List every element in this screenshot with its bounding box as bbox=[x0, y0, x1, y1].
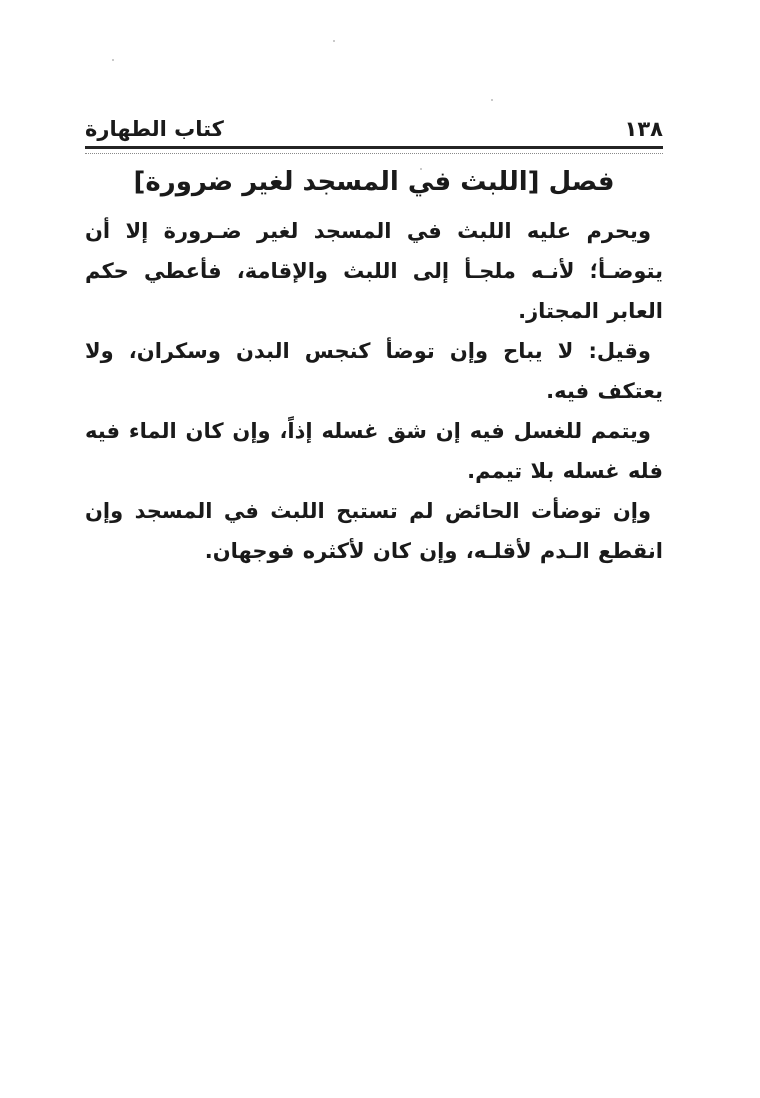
section-title: فصل [اللبث في المسجد لغير ضرورة] bbox=[133, 167, 615, 198]
body-text bbox=[85, 211, 663, 571]
page-content bbox=[85, 0, 663, 571]
running-title: كتاب الطهارة bbox=[85, 117, 224, 141]
paragraph-2: وقيل: لا يباح وإن توضأ كنجس البدن وسكران، ولا يعتكف فيه. bbox=[85, 339, 663, 404]
paragraph-3: ويتمم للغسل فيه إن شق غسله إذاً، وإن كان الماء فيه فله غسله بلا تيمم. bbox=[85, 419, 663, 484]
header-rule bbox=[85, 146, 663, 154]
paragraph-1: ويحرم عليه اللبث في المسجد لغير ضـرورة إلا أن يتوضـأ؛ لأنـه ملجـأ إلى اللبث والإقامة، فأعطي حكم العابر المجتاز. bbox=[85, 219, 663, 324]
running-header bbox=[85, 116, 663, 143]
page-number: ١٣٨ bbox=[624, 117, 663, 141]
paragraph-4: وإن توضأت الحائض لم تستبح اللبث في المسجد وإن انقطع الـدم لأقلـه، وإن كان لأكثره فوجهان. bbox=[85, 499, 663, 564]
